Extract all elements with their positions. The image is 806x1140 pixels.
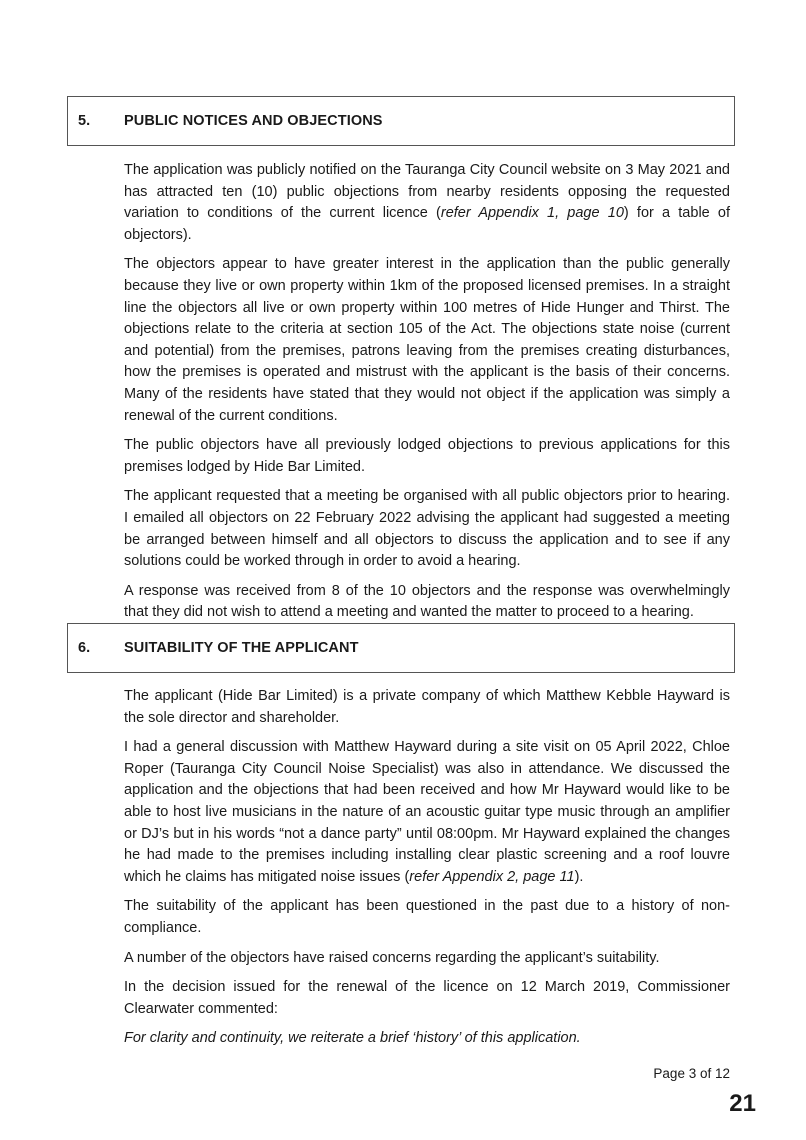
section-5-heading bbox=[67, 96, 735, 146]
text-run: A response was received from 8 of the 10 objectors and the response was overwhelmingly that they did not wish to attend a meeting and wanted the matter to proceed to a hearing. bbox=[124, 582, 730, 621]
text-run: The objectors appear to have greater interest in the application than the public generally because they live or own property within 1km of the proposed licensed premises. In a straight line the objectors all live or own property within 100 metres of Hide Hunger and Thirst. The objections relate to the criteria at section 105 of the Act. The objections state noise (current and potential) from the premises, patrons leaving from the premises creating disturbances, how the premises is operated and mistrust with the applicant is the basis of their concerns. Many of the residents have stated that they would not object if the application was simply a renewal of the current conditions. bbox=[124, 256, 730, 424]
quoted-paragraph bbox=[124, 1028, 730, 1050]
text-run: The suitability of the applicant has been questioned in the past due to a history of non-compliance. bbox=[124, 898, 730, 936]
text-run: For clarity and continuity, we reiterate a brief ‘history’ of this application. bbox=[124, 1030, 581, 1047]
text-run: The applicant requested that a meeting be organised with all public objectors prior to hearing. I emailed all objectors on 22 February 2022 advising the applicant had suggested a meeting be arranged between himself and all objectors to discuss the application and to see if any solutions could be worked through in order to avoid a hearing. bbox=[124, 488, 730, 570]
paragraph bbox=[124, 435, 730, 478]
section-6-heading bbox=[67, 623, 735, 673]
paragraph bbox=[124, 486, 730, 572]
agenda-page-number: 21 bbox=[729, 1090, 756, 1117]
paragraph bbox=[124, 737, 730, 888]
section-5-body bbox=[124, 160, 730, 632]
section-6-body bbox=[124, 686, 730, 1058]
paragraph bbox=[124, 160, 730, 246]
text-run: The application was publicly notified on the Tauranga City Council website on 3 May 2021 and has attracted ten (10) public objections from nearby residents opposing the requested variation to conditions of the current licence ( bbox=[124, 162, 730, 222]
text-run: I had a general discussion with Matthew Hayward during a site visit on 05 April 2022, Chloe Roper (Tauranga City Council Noise Specialist) was also in attendance. We discussed the application and the objections that had been received and how Mr Hayward would like to be able to host live musicians in the nature of an acoustic guitar type music through an amplifier or DJ’s but in his words “not a dance party” until 08:00pm. Mr Hayward explained the changes he had made to the premises including installing clear plastic screening and a roof louvre which he claims has mitigated noise issues ( bbox=[124, 739, 730, 885]
paragraph bbox=[124, 686, 730, 729]
text-run: The applicant (Hide Bar Limited) is a private company of which Matthew Kebble Hayward is the sole director and shareholder. bbox=[124, 688, 730, 726]
section-number: 5. bbox=[78, 113, 91, 129]
section-title: PUBLIC NOTICES AND OBJECTIONS bbox=[124, 113, 383, 129]
paragraph bbox=[124, 948, 730, 970]
section-number: 6. bbox=[78, 640, 91, 656]
text-run: ). bbox=[574, 868, 584, 885]
paragraph bbox=[124, 896, 730, 939]
text-run: In the decision issued for the renewal of the licence on 12 March 2019, Commissioner Clearwater commented: bbox=[124, 979, 730, 1017]
text-run: A number of the objectors have raised concerns regarding the applicant’s suitability. bbox=[124, 949, 660, 966]
page-indicator: Page 3 of 12 bbox=[653, 1066, 730, 1081]
paragraph bbox=[124, 977, 730, 1020]
text-run: ) for a table of objectors). bbox=[124, 205, 731, 243]
section-title: SUITABILITY OF THE APPLICANT bbox=[124, 640, 359, 656]
appendix-reference: refer Appendix 1, page 10 bbox=[440, 205, 624, 222]
appendix-reference: refer Appendix 2, page 11 bbox=[409, 868, 575, 885]
paragraph bbox=[124, 581, 730, 624]
paragraph bbox=[124, 254, 730, 427]
text-run: The public objectors have all previously lodged objections to previous applications for this premises lodged by Hide Bar Limited. bbox=[124, 437, 730, 475]
